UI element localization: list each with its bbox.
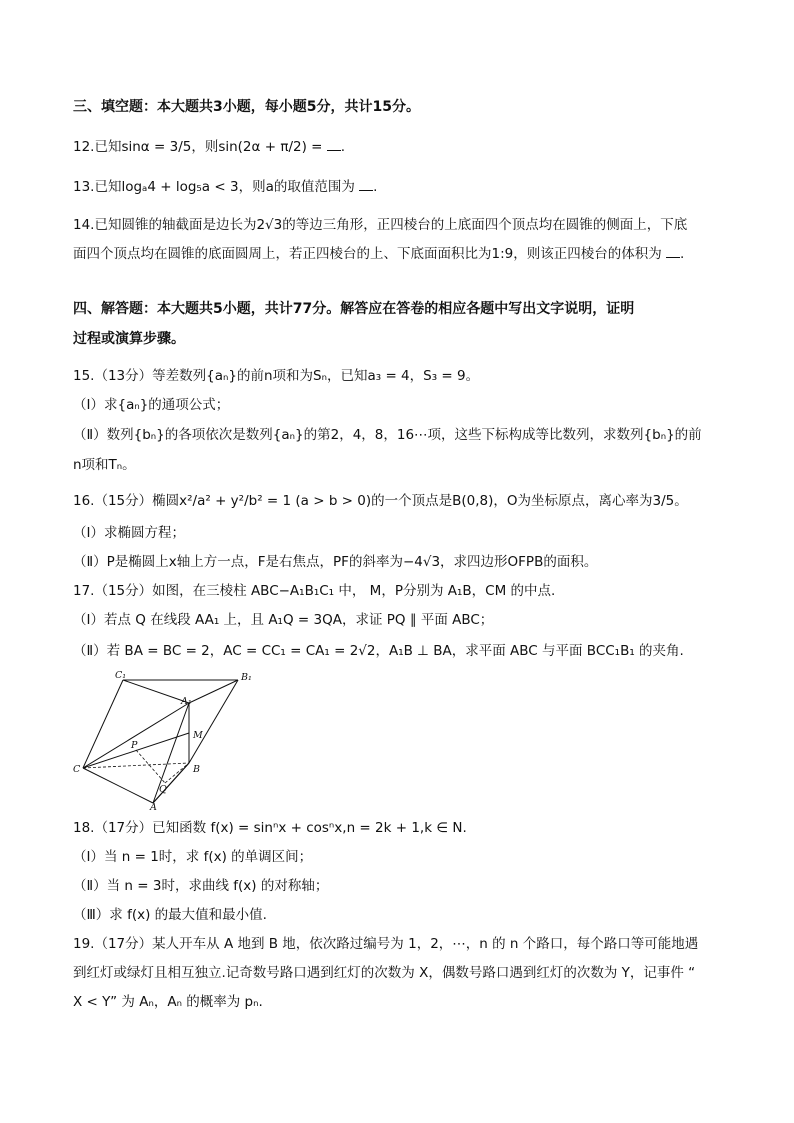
- prism-figure: [73, 668, 273, 810]
- edge-c-a: [83, 768, 153, 803]
- answer-blank-13: [359, 178, 373, 191]
- question-18: 18.（17分）已知函数 f(x) = sinⁿx + cosⁿx,n = 2k + 1,k ∈ N.: [73, 820, 467, 836]
- edge-c1-c: [83, 680, 123, 768]
- question-15-part-1: （Ⅰ）求{aₙ}的通项公式；: [73, 397, 230, 413]
- hidden-edge-c-b: [83, 763, 189, 768]
- section4-heading-line-1: 四、解答题：本大题共5小题，共计77分。解答应在答卷的相应各题中写出文字说明，证明: [73, 301, 635, 317]
- section3-heading: 三、填空题：本大题共3小题，每小题5分，共计15分。: [73, 99, 420, 115]
- question-12-text: 12.已知sinα = 3/5，则sin(2α + π/2) =: [73, 139, 323, 155]
- question-19-line-3: X < Y” 为 Aₙ，Aₙ 的概率为 pₙ.: [73, 994, 263, 1010]
- question-13: [73, 177, 377, 197]
- label-b: B: [193, 764, 200, 775]
- question-14-end: .: [680, 246, 685, 262]
- question-17-part-2: （Ⅱ）若 BA = BC = 2，AC = CC₁ = CA₁ = 2√2，A₁B ⊥ BA，求平面 ABC 与平面 BCC₁B₁ 的夹角.: [73, 643, 684, 659]
- label-c: C: [73, 764, 81, 775]
- question-19-line-2: 到红灯或绿灯且相互独立.记奇数号路口遇到红灯的次数为 X，偶数号路口遇到红灯的次数为 Y，记事件 “: [73, 965, 696, 981]
- edge-b-a-2: [153, 763, 189, 803]
- answer-blank-14: [666, 245, 680, 258]
- question-14-line-1: 14.已知圆锥的轴截面是边长为2√3的等边三角形，正四棱台的上底面四个顶点均在圆锥的侧面上，下底: [73, 217, 688, 233]
- question-18-part-2: （Ⅱ）当 n = 3时，求曲线 f(x) 的对称轴；: [73, 878, 329, 894]
- answer-blank-12: [327, 138, 341, 151]
- question-12-end: .: [340, 139, 346, 155]
- question-13-end: .: [373, 179, 378, 195]
- question-14-line-2: [73, 244, 684, 264]
- question-12: [73, 137, 345, 157]
- question-13-text: 13.已知logₐ4 + log₅a < 3，则a的取值范围为: [73, 179, 355, 195]
- question-16-part-1: （Ⅰ）求椭圆方程；: [73, 525, 185, 541]
- question-15-part-2-line-2: n项和Tₙ。: [73, 457, 136, 473]
- segment-p-q: [136, 750, 165, 783]
- edge-c-a1: [83, 703, 189, 768]
- label-p: P: [131, 740, 138, 751]
- question-19-line-1: 19.（17分）某人开车从 A 地到 B 地，依次路过编号为 1，2，⋯，n 的 n 个路口，每个路口等可能地遇: [73, 936, 699, 952]
- question-18-part-3: （Ⅲ）求 f(x) 的最大值和最小值.: [73, 907, 267, 923]
- edge-b1-b: [189, 680, 238, 763]
- label-b1: B₁: [241, 672, 252, 683]
- segment-q-b: [165, 763, 189, 783]
- question-14-text: 面四个顶点均在圆锥的底面圆周上，若正四棱台的上、下底面面积比为1:9，则该正四棱台的体积为: [73, 246, 662, 262]
- question-16-part-2: （Ⅱ）P是椭圆上x轴上方一点，F是右焦点，PF的斜率为−4√3，求四边形OFPB的面积。: [73, 554, 598, 570]
- question-15: 15.（13分）等差数列{aₙ}的前n项和为Sₙ，已知a₃ = 4，S₃ = 9。: [73, 368, 480, 384]
- question-18-part-1: （Ⅰ）当 n = 1时，求 f(x) 的单调区间；: [73, 849, 313, 865]
- label-q: Q: [159, 784, 167, 795]
- label-a1: A₁: [181, 696, 192, 707]
- label-c1: C₁: [115, 670, 127, 681]
- edge-c1-a1: [123, 680, 189, 703]
- label-m: M: [193, 730, 203, 741]
- question-17-part-1: （Ⅰ）若点 Q 在线段 AA₁ 上，且 A₁Q = 3QA，求证 PQ ∥ 平面 ABC；: [73, 612, 494, 628]
- label-a: A: [150, 802, 157, 810]
- question-17: 17.（15分）如图，在三棱柱 ABC−A₁B₁C₁ 中， M，P分别为 A₁B，CM 的中点.: [73, 583, 556, 599]
- section4-heading-line-2: 过程或演算步骤。: [73, 331, 185, 347]
- question-16: 16.（15分）椭圆x²/a² + y²/b² = 1 (a > b > 0)的一个顶点是B(0,8)，O为坐标原点，离心率为3/5。: [73, 493, 688, 509]
- question-15-part-2-line-1: （Ⅱ）数列{bₙ}的各项依次是数列{aₙ}的第2，4，8，16⋯项，这些下标构成等比数列，求数列{bₙ}的前: [73, 427, 702, 443]
